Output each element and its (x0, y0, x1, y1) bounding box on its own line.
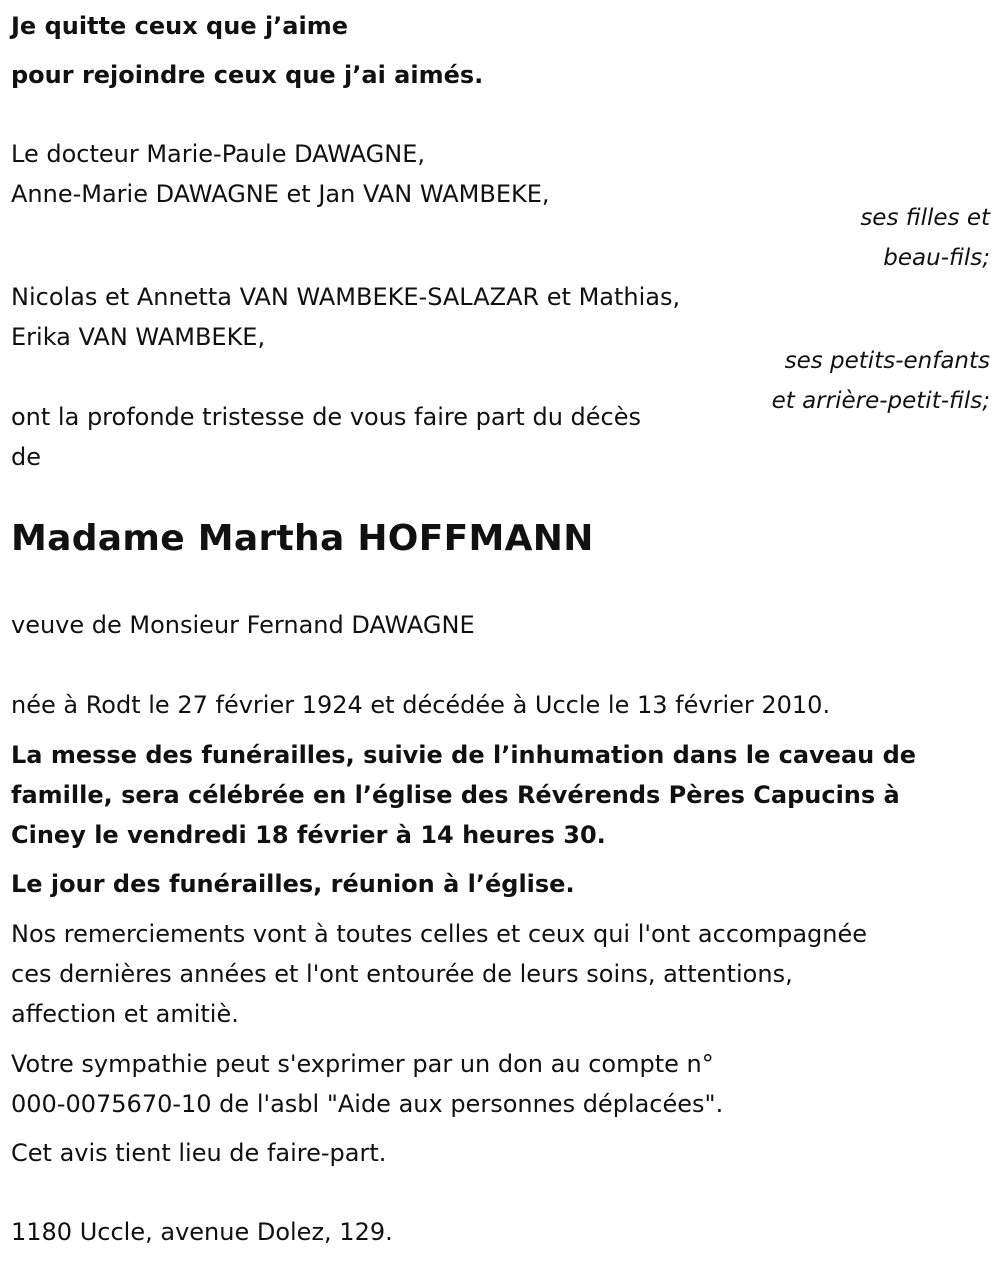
family-relation: beau-fils; (883, 245, 990, 271)
family-relation: ses petits-enfants (784, 348, 990, 374)
thanks-line: Nos remerciements vont à toutes celles et ceux qui l'ont accompagnée (11, 920, 867, 948)
announcement-line: ont la profonde tristesse de vous faire part du décès (11, 403, 641, 431)
family-line: Nicolas et Annetta VAN WAMBEKE-SALAZAR et Mathias, (11, 283, 681, 311)
funeral-mass-line: famille, sera célébrée en l’église des Révérends Pères Capucins à (11, 781, 900, 809)
family-relation: et arrière-petit-fils; (771, 388, 990, 414)
birth-death: née à Rodt le 27 février 1924 et décédée à Uccle le 13 février 2010. (11, 691, 831, 719)
announcement-line: de (11, 443, 41, 471)
epigraph-line-2: pour rejoindre ceux que j’ai aimés. (11, 61, 484, 89)
donation-line: 000-0075670-10 de l'asbl "Aide aux personnes déplacées". (11, 1090, 724, 1118)
donation-line: Votre sympathie peut s'exprimer par un don au compte n° (11, 1050, 714, 1078)
thanks-line: affection et amitiè. (11, 1000, 239, 1028)
epigraph-line-1: Je quitte ceux que j’aime (11, 12, 349, 40)
family-relation: ses filles et (860, 205, 990, 231)
family-line: Erika VAN WAMBEKE, (11, 323, 266, 351)
deceased-name: Madame Martha HOFFMANN (11, 518, 594, 559)
notice-text: Cet avis tient lieu de faire-part. (11, 1139, 387, 1167)
thanks-line: ces dernières années et l'ont entourée de leurs soins, attentions, (11, 960, 793, 988)
meeting-info: Le jour des funérailles, réunion à l’église. (11, 870, 575, 898)
family-line: Anne-Marie DAWAGNE et Jan VAN WAMBEKE, (11, 180, 550, 208)
address: 1180 Uccle, avenue Dolez, 129. (11, 1218, 393, 1246)
funeral-mass-line: Ciney le vendredi 18 février à 14 heures 30. (11, 821, 606, 849)
family-line: Le docteur Marie-Paule DAWAGNE, (11, 140, 426, 168)
funeral-mass-line: La messe des funérailles, suivie de l’inhumation dans le caveau de (11, 741, 917, 769)
widow-of: veuve de Monsieur Fernand DAWAGNE (11, 611, 475, 639)
